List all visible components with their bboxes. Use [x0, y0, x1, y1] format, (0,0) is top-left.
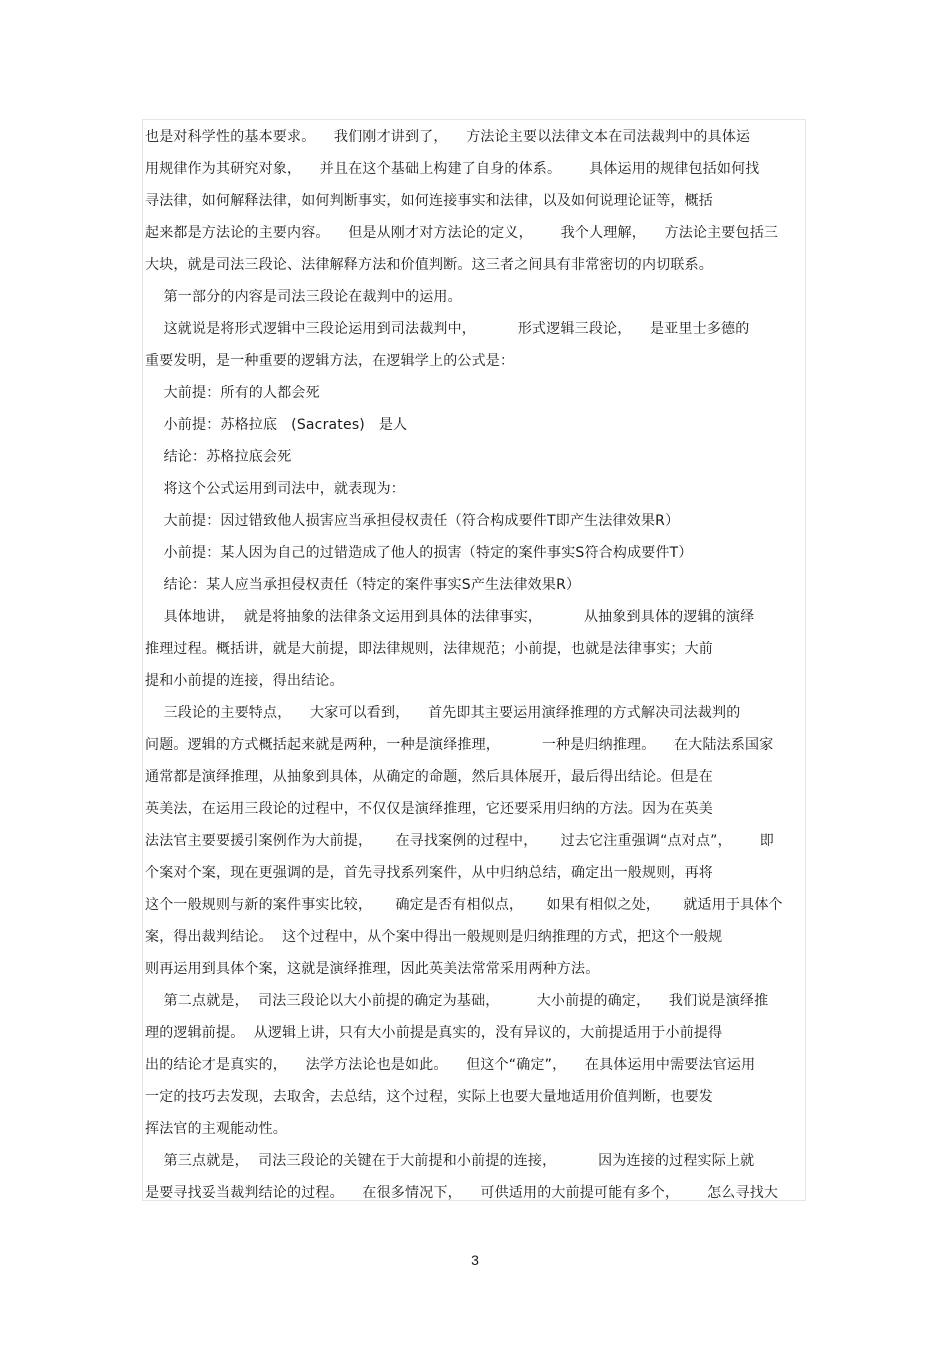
- text-line: 大前提：所有的人都会死: [145, 385, 320, 401]
- text-line: 英美法，在运用三段论的过程中，不仅仅是演绎推理，它还要采用归纳的方法。因为在英美: [145, 801, 713, 817]
- text-line: 起来都是方法论的主要内容。 但是从刚才对方法论的定义， 我个人理解， 方法论主要包括三: [145, 225, 779, 241]
- page-number: 3: [471, 1252, 479, 1268]
- text-line: 也是对科学性的基本要求。 我们刚才讲到了， 方法论主要以法律文本在司法裁判中的具体运: [145, 129, 751, 145]
- text-line: 则再运用到具体个案，这就是演绎推理，因此英美法常常采用两种方法。: [145, 961, 600, 977]
- text-line: 是要寻找妥当裁判结论的过程。 在很多情况下， 可供适用的大前提可能有多个， 怎么寻找大: [145, 1185, 779, 1201]
- text-line: 结论：苏格拉底会死: [145, 449, 292, 465]
- text-line: 一定的技巧去发现，去取舍，去总结，这个过程，实际上也要大量地适用价值判断，也要发: [145, 1089, 713, 1105]
- text-line: 三段论的主要特点， 大家可以看到， 首先即其主要运用演绎推理的方式解决司法裁判的: [145, 705, 741, 721]
- text-line: 结论：某人应当承担侵权责任（特定的案件事实S产生法律效果R）: [145, 577, 581, 593]
- text-line: 推理过程。概括讲，就是大前提，即法律规则，法律规范；小前提，也就是法律事实；大前: [145, 641, 713, 657]
- text-line: 挥法官的主观能动性。: [145, 1121, 287, 1137]
- text-line: 通常都是演绎推理，从抽象到具体，从确定的命题，然后具体展开，最后得出结论。但是在: [145, 769, 713, 785]
- text-line: 第一部分的内容是司法三段论在裁判中的运用。: [145, 289, 462, 305]
- text-line: 用规律作为其研究对象， 并且在这个基础上构建了自身的体系。 具体运用的规律包括如何找: [145, 161, 760, 177]
- text-line: 法法官主要要援引案例作为大前提， 在寻找案例的过程中， 过去它注重强调“点对点”， 即: [145, 833, 774, 849]
- text-line: 个案对个案，现在更强调的是，首先寻找系列案件，从中归纳总结，确定出一般规则，再将: [145, 865, 713, 881]
- text-line: 重要发明，是一种重要的逻辑方法，在逻辑学上的公式是：: [145, 353, 515, 369]
- text-line: 第二点就是， 司法三段论以大小前提的确定为基础， 大小前提的确定， 我们说是演绎推: [145, 993, 769, 1009]
- text-line: 出的结论才是真实的， 法学方法论也是如此。 但这个“确定”， 在具体运用中需要法官运用: [145, 1057, 756, 1073]
- text-line: 寻法律，如何解释法律，如何判断事实，如何连接事实和法律，以及如何说理论证等，概括: [145, 193, 713, 209]
- text-line: 大前提：因过错致他人损害应当承担侵权责任（符合构成要件T即产生法律效果R）: [145, 513, 680, 529]
- text-line: 这个一般规则与新的案件事实比较， 确定是否有相似点， 如果有相似之处， 就适用于具体个: [145, 897, 783, 913]
- text-line: 第三点就是， 司法三段论的关键在于大前提和小前提的连接， 因为连接的过程实际上就: [145, 1153, 755, 1169]
- text-line: 理的逻辑前提。 从逻辑上讲，只有大小前提是真实的，没有异议的，大前提适用于小前提得: [145, 1025, 723, 1041]
- text-line: 问题。逻辑的方式概括起来就是两种，一种是演绎推理， 一种是归纳推理。 在大陆法系国家: [145, 737, 774, 753]
- text-line: 提和小前提的连接，得出结论。: [145, 673, 344, 689]
- text-line: 将这个公式运用到司法中，就表现为：: [145, 481, 405, 497]
- text-line: 大块，就是司法三段论、法律解释方法和价值判断。这三者之间具有非常密切的内切联系。: [145, 257, 713, 273]
- text-line: 小前提：苏格拉底 (Sacrates) 是人: [145, 417, 408, 433]
- text-line: 小前提：某人因为自己的过错造成了他人的损害（特定的案件事实S符合构成要件T）: [145, 545, 693, 561]
- text-line: 具体地讲， 就是将抽象的法律条文运用到具体的法律事实， 从抽象到具体的逻辑的演绎: [145, 609, 755, 625]
- text-line: 这就说是将形式逻辑中三段论运用到司法裁判中， 形式逻辑三段论， 是亚里士多德的: [145, 321, 750, 337]
- text-line: 案，得出裁判结论。 这个过程中，从个案中得出一般规则是归纳推理的方式，把这个一般规: [145, 929, 723, 945]
